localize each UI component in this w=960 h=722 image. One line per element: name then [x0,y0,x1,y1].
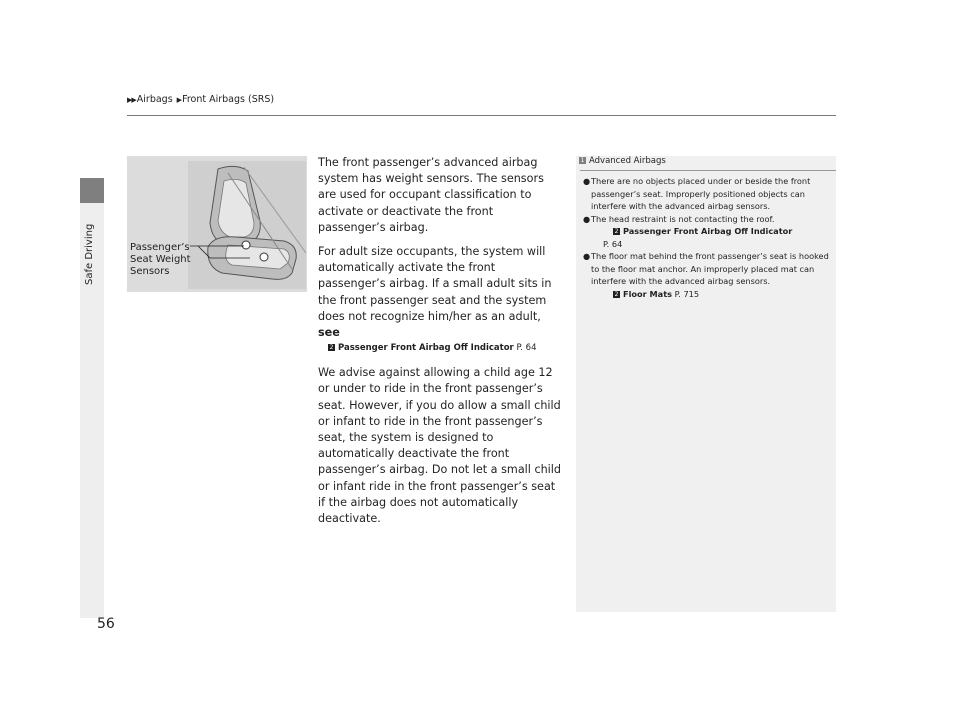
main-body [318,155,563,535]
callout-line: Sensors [130,266,170,277]
breadcrumb [127,94,278,105]
paragraph [318,244,563,341]
bullet-icon: ● [583,251,591,261]
ref-arrow-icon: 2 [329,344,334,352]
note-rule [580,170,836,171]
ref-page: P. 715 [674,288,700,299]
chevron-right-icon: ▶▶ [127,95,136,104]
paragraph-text: For adult size occupants, the system will automatically activate the front passenger’s airbag. If a small adult sits in the front passenger seat and the system does not recognize him/her as an adult, [318,245,552,323]
breadcrumb-front-airbags[interactable]: Front Airbags (SRS) [182,94,275,105]
chevron-right-icon: ▶ [176,95,182,104]
note-item [583,175,833,213]
note-list [583,175,833,300]
see-text: see [318,326,340,340]
breadcrumb-airbags[interactable]: Airbags [136,94,173,105]
cross-reference-link[interactable] [583,288,833,301]
cross-reference-link[interactable] [328,341,563,355]
note-item [583,250,833,288]
paragraph: The front passenger’s advanced airbag system has weight sensors. The sensors are used for occupant classification to activate or deactivate the front passenger’s airbag. [318,156,544,234]
header-rule [127,115,836,116]
note-heading [579,156,666,166]
note-text: The head restraint is not contacting the roof. [591,213,775,224]
callout-line: Seat Weight [130,254,191,265]
note-text: The floor mat behind the front passenger’s seat is hooked to the floor mat anchor. An improperly placed mat can interfere with the advanced airbag sensors. [591,251,829,286]
ref-arrow-icon: 2 [614,228,619,235]
note-heading-text: Advanced Airbags [589,156,666,166]
bullet-icon: ● [583,176,591,186]
ref-page: P. 64 [603,238,623,249]
section-tab-marker [80,178,104,203]
note-item [583,213,833,226]
cross-reference-link[interactable] [583,225,833,238]
ref-title: Passenger Front Airbag Off Indicator [623,226,793,236]
seat-illustration [188,161,306,289]
paragraph: We advise against allowing a child age 12 or under to ride in the front passenger’s seat. However, if you do allow a small child or infant to ride in the front passenger’s seat, the system is designed to automatically deactivate the front passenger’s airbag. Do not let a small child or infant ride in the front passenger’s seat if the airbag does not automatically deactivate. [318,366,562,526]
page-number: 56 [97,616,115,632]
ref-title: Floor Mats [623,288,672,299]
figure-callout-label [130,242,191,278]
note-text: There are no objects placed under or beside the front passenger’s seat. Improperly positioned objects can interfere with the advanced airbag sensors. [591,176,811,211]
note-marker-icon: 1 [580,157,585,164]
ref-page: P. 64 [516,343,537,354]
bullet-icon: ● [583,213,591,224]
ref-arrow-icon: 2 [614,290,619,298]
ref-title: Passenger Front Airbag Off Indicator [338,343,514,354]
callout-leader-lines [190,240,250,264]
section-label: Safe Driving [84,223,95,285]
callout-line: Passenger’s [130,242,190,253]
